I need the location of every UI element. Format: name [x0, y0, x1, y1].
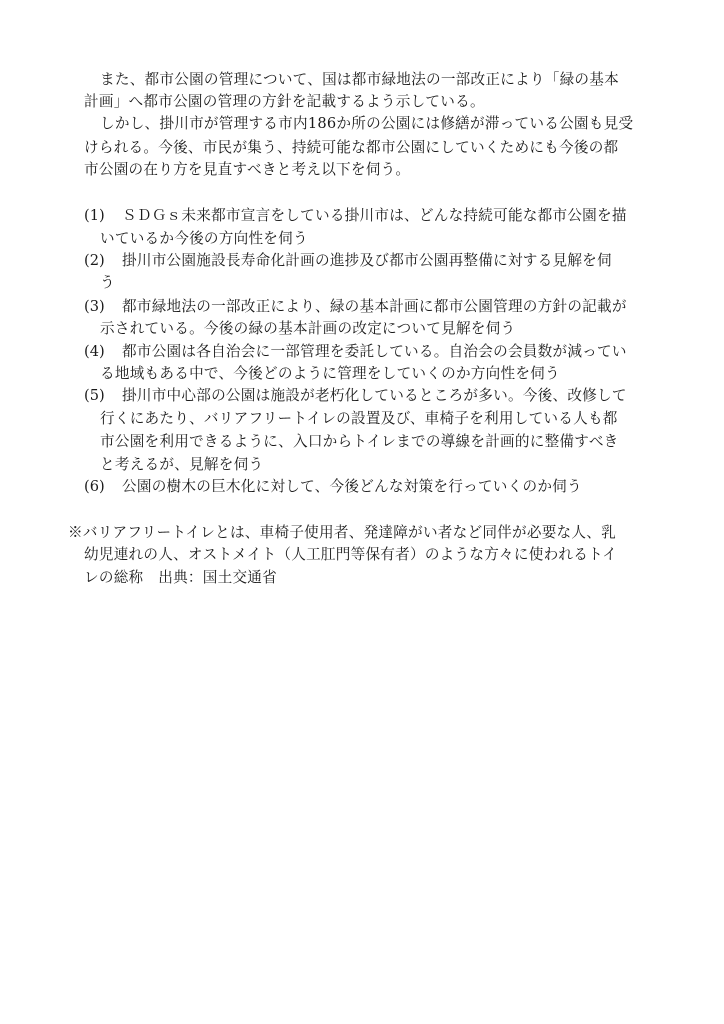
question-number: (1) — [84, 207, 105, 224]
question-line: と考えるが、見解を伺う — [100, 456, 264, 473]
intro-line: 市公園の在り方を見直すべきと考え以下を伺う。 — [84, 161, 411, 178]
footnote-line: レの総称 出典：国土交通省 — [84, 569, 277, 586]
question-line: 都市公園は各自治会に一部管理を委託している。自治会の会員数が減ってい — [122, 343, 627, 360]
question-line: 掛川市公園施設長寿命化計画の進捗及び都市公園再整備に対する見解を伺 — [122, 252, 612, 269]
question-line: ＳＤＧｓ未来都市宣言をしている掛川市は、どんな持続可能な都市公園を描 — [122, 207, 627, 224]
question-line: 掛川市中心部の公園は施設が老朽化しているところが多い。今後、改修して — [122, 387, 627, 404]
question-line: る地域もある中で、今後どのように管理をしていくのか方向性を伺う — [100, 365, 560, 382]
question-line: 示されている。今後の緑の基本計画の改定について見解を伺う — [100, 320, 516, 337]
question-line: 公園の樹木の巨木化に対して、今後どんな対策を行っていくのか伺う — [122, 478, 582, 495]
question-line: う — [100, 274, 115, 291]
question-number: (5) — [84, 387, 105, 404]
footnote-line: 幼児連れの人、オストメイト（人工肛門等保有者）のような方々に使われるトイ — [84, 546, 618, 563]
question-number: (4) — [84, 343, 105, 360]
intro-line: また、都市公園の管理について、国は都市緑地法の一部改正により「緑の基本 — [100, 71, 619, 88]
question-number: (2) — [84, 252, 105, 269]
question-line: 行くにあたり、バリアフリートイレの設置及び、車椅子を利用している人も都 — [100, 410, 618, 427]
question-line: 市公園を利用できるように、入口からトイレまでの導線を計画的に整備すべき — [100, 433, 619, 450]
intro-line: けられる。今後、市民が集う、持続可能な都市公園にしていくためにも今後の都 — [84, 139, 619, 156]
question-number: (6) — [84, 478, 105, 495]
question-line: 都市緑地法の一部改正により、緑の基本計画に都市公園管理の方針の記載が — [122, 298, 627, 315]
footnote-line: ※バリアフリートイレとは、車椅子使用者、発達障がい者など同伴が必要な人、乳 — [68, 524, 616, 541]
question-number: (3) — [84, 298, 105, 315]
intro-line: しかし、掛川市が管理する市内186か所の公園には修繕が滞っている公園も見受 — [100, 115, 634, 132]
intro-line: 計画」へ都市公園の管理の方針を記載するよう示している。 — [84, 93, 485, 110]
question-line: いているか今後の方向性を伺う — [100, 230, 308, 247]
